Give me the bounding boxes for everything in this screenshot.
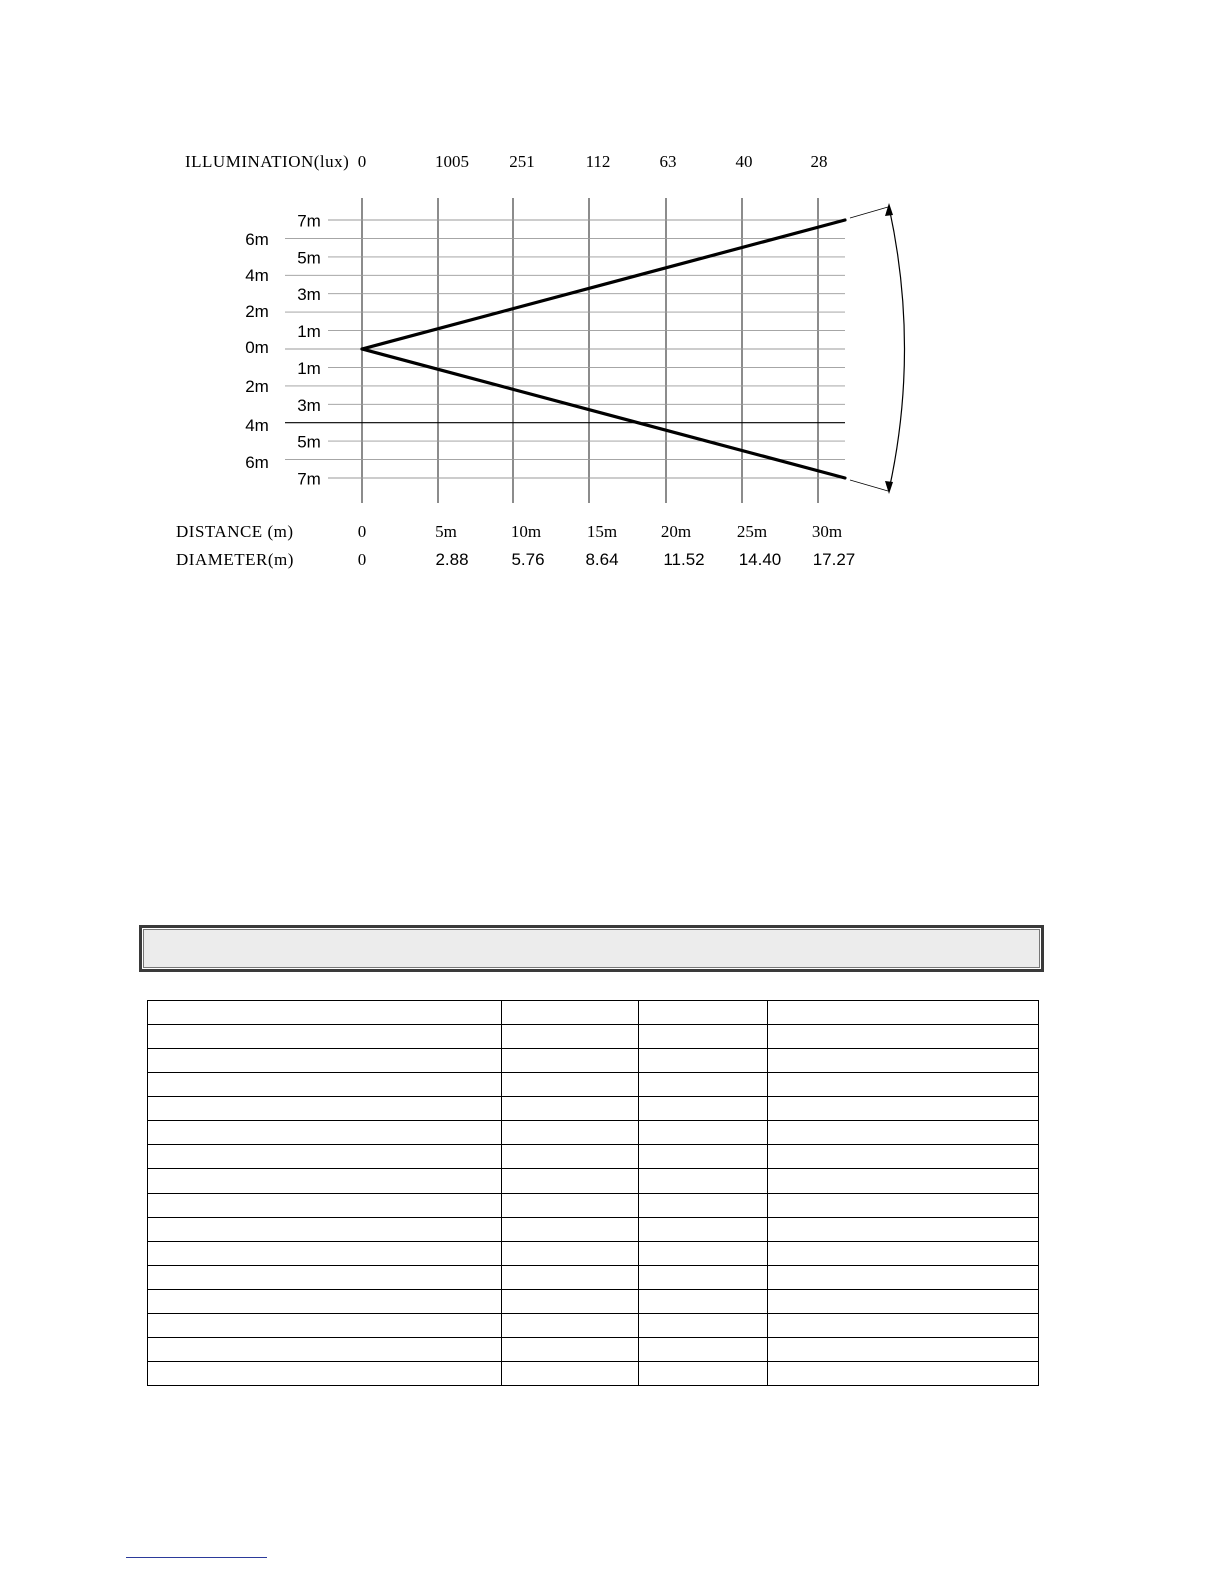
table-cell [148,1217,502,1241]
table-cell [502,1313,639,1337]
table-cell [148,1073,502,1097]
table-cell [639,1265,768,1289]
table-cell [502,1241,639,1265]
arc-extension-top [850,207,888,218]
scale-label-even: 2m [245,377,269,396]
distance-value: 20m [660,522,692,541]
table-cell [639,1073,768,1097]
table-cell [148,1145,502,1169]
table-cell [502,1121,639,1145]
table-cell [502,1145,639,1169]
scale-label-even: 2m [245,302,269,321]
table-row [148,1193,1039,1217]
table-row [148,1337,1039,1361]
table-cell [768,1193,1039,1217]
arc-extension-bottom [850,480,888,491]
table-cell [148,1001,502,1025]
distance-value: 5m [435,522,457,541]
diameter-value: 0 [357,550,367,569]
table-cell [502,1337,639,1361]
spec-table [147,1000,1039,1386]
scale-label-even: 6m [245,453,269,472]
illumination-value: 1005 [435,152,469,171]
table-row [148,1241,1039,1265]
arc-arrowhead-top [885,203,893,216]
table-cell [148,1121,502,1145]
table-cell [639,1217,768,1241]
table-cell [639,1289,768,1313]
section-header-bar [139,925,1044,972]
scale-label-even: 0m [245,338,269,357]
table-cell [148,1097,502,1121]
beam-upper-edge [362,220,845,349]
scale-label-odd: 3m [297,395,321,415]
table-cell [502,1073,639,1097]
illumination-value: 28 [810,152,828,171]
table-row [148,1025,1039,1049]
table-cell [768,1121,1039,1145]
illumination-value: 112 [585,152,611,171]
table-cell [768,1337,1039,1361]
table-row [148,1073,1039,1097]
beam-angle-arc [850,203,905,494]
illumination-value: 251 [509,152,535,171]
beam-diagram [0,0,1224,620]
table-cell [639,1001,768,1025]
table-cell [768,1313,1039,1337]
diameter-value: 14.40 [738,550,782,569]
table-cell [148,1169,502,1193]
table-cell [639,1121,768,1145]
scale-label-odd: 3m [297,285,321,305]
table-cell [148,1289,502,1313]
illumination-label: ILLUMINATION(lux) [185,152,350,171]
distance-value: 15m [586,522,618,541]
illumination-value: 63 [659,152,677,171]
distance-value: 10m [510,522,542,541]
scale-label-odd: 7m [297,469,321,489]
table-cell [768,1361,1039,1385]
table-cell [639,1145,768,1169]
table-cell [768,1289,1039,1313]
table-row [148,1217,1039,1241]
table-cell [502,1169,639,1193]
table-cell [502,1193,639,1217]
table-cell [148,1241,502,1265]
diameter-value: 17.27 [812,550,856,569]
illumination-value: 0 [357,152,367,171]
table-cell [768,1097,1039,1121]
table-cell [639,1361,768,1385]
table-row [148,1289,1039,1313]
diameter-value: 2.88 [435,550,469,569]
table-row [148,1265,1039,1289]
diameter-value: 11.52 [663,550,705,569]
distance-value: 30m [811,522,843,541]
table-cell [502,1217,639,1241]
table-cell [148,1025,502,1049]
table-row [148,1121,1039,1145]
table-cell [639,1097,768,1121]
table-row [148,1049,1039,1073]
table-cell [148,1313,502,1337]
table-cell [768,1217,1039,1241]
table-cell [639,1169,768,1193]
table-cell [768,1001,1039,1025]
table-cell [639,1049,768,1073]
footer-rule [126,1557,267,1558]
table-cell [148,1193,502,1217]
scale-label-odd: 1m [297,358,321,378]
illumination-value: 40 [735,152,753,171]
beam-lower-edge [362,349,845,478]
arc-arrowhead-bottom [885,481,893,494]
diagram-labels [176,152,349,569]
scale-label-odd: 7m [297,211,321,231]
table-cell [502,1025,639,1049]
table-cell [502,1265,639,1289]
table-cell [639,1313,768,1337]
table-cell [768,1169,1039,1193]
diameter-value: 8.64 [585,550,619,569]
table-row [148,1361,1039,1385]
table-cell [768,1025,1039,1049]
table-row [148,1169,1039,1193]
table-cell [148,1049,502,1073]
scale-label-even: 4m [245,416,269,435]
table-cell [768,1049,1039,1073]
table-cell [502,1289,639,1313]
table-cell [768,1145,1039,1169]
table-cell [768,1241,1039,1265]
spec-table-body [148,1001,1039,1386]
table-cell [768,1265,1039,1289]
table-row [148,1313,1039,1337]
scale-label-odd: 1m [297,322,321,342]
scale-label-even: 6m [245,230,269,249]
table-cell [502,1361,639,1385]
table-cell [768,1073,1039,1097]
table-row [148,1145,1039,1169]
table-cell [148,1361,502,1385]
table-row [148,1001,1039,1025]
table-cell [502,1097,639,1121]
table-cell [502,1001,639,1025]
scale-label-odd: 5m [297,248,321,268]
table-row [148,1097,1039,1121]
diameter-value: 5.76 [511,550,545,569]
table-cell [639,1241,768,1265]
table-cell [148,1337,502,1361]
table-cell [639,1025,768,1049]
distance-value: 0 [357,522,367,541]
table-cell [639,1193,768,1217]
value-rows [358,152,856,569]
distance-value: 25m [736,522,768,541]
table-cell [639,1337,768,1361]
table-cell [148,1265,502,1289]
scale-label-even: 4m [245,266,269,285]
angle-arc-line [889,207,905,490]
table-cell [502,1049,639,1073]
scale-label-odd: 5m [297,432,321,452]
diameter-label: DIAMETER(m) [176,550,294,569]
scale-labels [245,212,321,489]
distance-label: DISTANCE (m) [176,522,294,541]
